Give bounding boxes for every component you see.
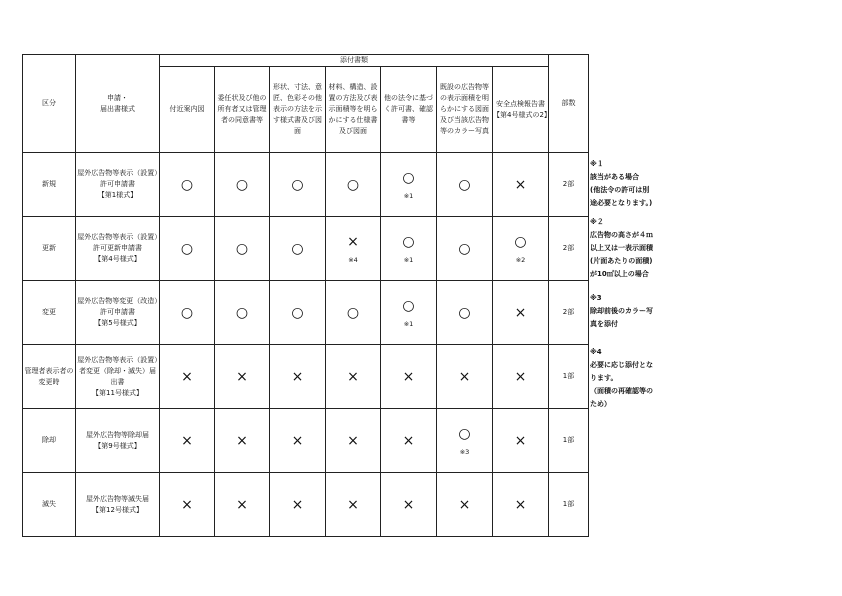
- row-form: [76, 473, 160, 537]
- footnote-line: (他法令の許可は別: [590, 186, 650, 194]
- requirement-mark: ○: [291, 240, 304, 257]
- table-row: [23, 345, 589, 409]
- row-attachment-cell: [437, 409, 493, 473]
- row-attachment-cell: [326, 217, 381, 281]
- header-form-label: 申請・ 届出書様式: [100, 93, 135, 113]
- row-form-line: 屋外広告物等変更（改造）許可申請書: [77, 297, 158, 316]
- requirement-mark: ○: [180, 176, 194, 193]
- footnote-line: 除却前後のカラー写: [590, 307, 653, 315]
- row-attachment-cell: [493, 409, 549, 473]
- row-attachment-cell: [326, 345, 381, 409]
- requirement-mark: ○: [235, 304, 249, 321]
- requirement-mark: ×: [236, 368, 248, 385]
- row-busu: 1部: [549, 409, 589, 473]
- footnote-line: 真を添付: [590, 320, 618, 328]
- requirement-note: ※1: [403, 255, 414, 264]
- row-form-line: 屋外広告物等除却届: [86, 430, 149, 439]
- requirement-mark: ○: [458, 304, 471, 321]
- requirement-mark: ○: [291, 176, 304, 193]
- header-attachment-1: 付近案内図: [160, 67, 215, 153]
- requirement-note: ※1: [403, 319, 414, 328]
- footnote-line: 該当がある場合: [590, 173, 639, 181]
- requirement-mark: ×: [458, 496, 471, 513]
- requirement-mark: ○: [458, 425, 471, 442]
- header-kubun: 区分: [23, 55, 76, 153]
- requirement-mark: ×: [236, 496, 248, 513]
- footnote: [590, 292, 676, 331]
- header-attachments-group: 添付書類: [160, 55, 549, 67]
- requirement-mark: ×: [181, 496, 193, 513]
- footnote-line: （面積の再確認等の: [590, 387, 653, 395]
- row-attachment-cell: [215, 409, 270, 473]
- requirement-mark: ×: [458, 368, 471, 385]
- requirement-mark: ○: [458, 240, 471, 257]
- row-attachment-cell: [493, 217, 549, 281]
- row-kubun: 除却: [23, 409, 76, 473]
- footnote-line: 必要に応じ添付とな: [590, 361, 653, 369]
- row-form-line: 【第4号様式】: [94, 255, 141, 263]
- row-form-line: 屋外広告物等表示（設置）者変更（除却・滅失）届出書: [77, 355, 158, 386]
- row-busu: 2部: [549, 281, 589, 345]
- row-attachment-cell: [437, 281, 493, 345]
- requirement-mark: ○: [402, 169, 415, 186]
- requirement-mark: ×: [347, 432, 359, 449]
- footnote: [590, 158, 676, 210]
- row-kubun: 更新: [23, 217, 76, 281]
- requirement-mark: ○: [402, 233, 415, 250]
- footnote-mark: ※4: [590, 348, 602, 356]
- row-attachment-cell: [326, 281, 381, 345]
- requirement-mark: ×: [236, 432, 248, 449]
- row-attachment-cell: [381, 217, 437, 281]
- header-attachment-7: 安全点検報告書【第4号様式の2】: [493, 67, 549, 153]
- row-form: [76, 409, 160, 473]
- application-requirements-table: [22, 54, 589, 537]
- row-attachment-cell: [215, 473, 270, 537]
- table-row: [23, 217, 589, 281]
- row-attachment-cell: [160, 281, 215, 345]
- requirement-mark: ×: [347, 233, 359, 250]
- header-attachment-6: 既設の広告物等の表示面積を明らかにする図面及び当該広告物等のカラー写真: [437, 67, 493, 153]
- requirement-note: ※4: [348, 255, 358, 264]
- row-kubun: 滅失: [23, 473, 76, 537]
- row-attachment-cell: [381, 409, 437, 473]
- row-attachment-cell: [326, 409, 381, 473]
- row-busu: 2部: [549, 153, 589, 217]
- header-attachment-2: 委任状及び他の所有者又は管理者の同意書等: [215, 67, 270, 153]
- row-attachment-cell: [270, 345, 326, 409]
- row-kubun: 新規: [23, 153, 76, 217]
- requirement-mark: ×: [514, 432, 527, 449]
- requirement-mark: ○: [346, 176, 360, 193]
- row-form-line: 【第12号様式】: [92, 505, 143, 514]
- row-form: [76, 217, 160, 281]
- footnote: [590, 346, 676, 411]
- header-attachment-4: 材料、構造、設置の方法及び表示面積等を明らかにする仕様書及び図面: [326, 67, 381, 153]
- row-attachment-cell: [215, 217, 270, 281]
- requirement-mark: ○: [291, 304, 304, 321]
- requirement-mark: ×: [514, 368, 527, 385]
- row-attachment-cell: [160, 345, 215, 409]
- requirement-mark: ○: [180, 240, 194, 257]
- requirement-mark: ×: [402, 368, 415, 385]
- requirement-mark: ○: [402, 297, 415, 314]
- row-form: [76, 281, 160, 345]
- row-attachment-cell: [160, 217, 215, 281]
- row-attachment-cell: [215, 153, 270, 217]
- row-busu: 2部: [549, 217, 589, 281]
- requirement-mark: ×: [291, 368, 304, 385]
- row-form: [76, 345, 160, 409]
- row-attachment-cell: [493, 153, 549, 217]
- row-attachment-cell: [160, 409, 215, 473]
- requirement-mark: ×: [514, 176, 527, 193]
- footnote-line: が10㎡以上の場合: [590, 270, 649, 278]
- row-attachment-cell: [270, 217, 326, 281]
- row-busu: 1部: [549, 473, 589, 537]
- requirement-mark: ○: [458, 176, 471, 193]
- row-attachment-cell: [493, 345, 549, 409]
- footnote: [590, 216, 676, 281]
- row-attachment-cell: [493, 281, 549, 345]
- header-form: [76, 55, 160, 153]
- row-attachment-cell: [270, 409, 326, 473]
- row-attachment-cell: [381, 153, 437, 217]
- row-attachment-cell: [160, 153, 215, 217]
- row-attachment-cell: [437, 345, 493, 409]
- row-form: [76, 153, 160, 217]
- row-attachment-cell: [493, 473, 549, 537]
- header-attachment-3: 形状、寸法、意匠、色彩その他表示の方法を示す様式書及び図面: [270, 67, 326, 153]
- row-attachment-cell: [437, 473, 493, 537]
- row-kubun: 変更: [23, 281, 76, 345]
- row-form-line: 【第11号様式】: [92, 388, 143, 397]
- table-row: [23, 409, 589, 473]
- footnote-mark: ※２: [590, 218, 604, 226]
- requirement-mark: ×: [291, 432, 304, 449]
- header-attachment-5: 他の法令に基づく許可書、確認書等: [381, 67, 437, 153]
- row-attachment-cell: [215, 345, 270, 409]
- row-attachment-cell: [270, 473, 326, 537]
- row-attachment-cell: [437, 153, 493, 217]
- requirement-mark: ○: [346, 304, 360, 321]
- requirement-mark: ×: [347, 496, 359, 513]
- row-attachment-cell: [381, 345, 437, 409]
- table-row: [23, 473, 589, 537]
- row-busu: 1部: [549, 345, 589, 409]
- requirement-mark: ○: [235, 240, 249, 257]
- row-form-line: 【第9号様式】: [94, 441, 141, 450]
- row-form-line: 屋外広告物等表示（設置）許可申請書: [77, 169, 158, 188]
- requirement-note: ※3: [459, 447, 470, 456]
- row-attachment-cell: [437, 217, 493, 281]
- requirement-mark: ×: [402, 432, 415, 449]
- requirement-mark: ×: [514, 304, 527, 321]
- row-kubun: 管理者表示者の変更時: [23, 345, 76, 409]
- requirement-mark: ×: [514, 496, 527, 513]
- footnote-line: 以上又は一表示面積: [590, 244, 653, 252]
- row-attachment-cell: [270, 153, 326, 217]
- requirement-note: ※1: [403, 191, 414, 200]
- row-form-line: 【第1様式】: [97, 191, 138, 199]
- requirement-mark: ○: [514, 233, 527, 250]
- row-attachment-cell: [381, 281, 437, 345]
- row-attachment-cell: [215, 281, 270, 345]
- requirement-note: ※2: [515, 255, 526, 264]
- header-busu: 部数: [549, 55, 589, 153]
- row-attachment-cell: [270, 281, 326, 345]
- requirement-mark: ○: [235, 176, 249, 193]
- footnote-line: ります。: [590, 374, 618, 382]
- requirement-mark: ×: [291, 496, 304, 513]
- row-form-line: 屋外広告物等表示（設置）許可更新申請書: [77, 233, 158, 252]
- row-attachment-cell: [326, 473, 381, 537]
- footnote-line: (片面あたりの面積): [590, 257, 653, 265]
- row-form-line: 屋外広告物等滅失届: [86, 494, 149, 503]
- row-attachment-cell: [326, 153, 381, 217]
- table-row: [23, 153, 589, 217]
- footnote-mark: ※3: [590, 294, 602, 302]
- requirement-mark: ○: [180, 304, 194, 321]
- footnote-line: 広告物の高さが４ｍ: [590, 231, 653, 239]
- row-attachment-cell: [381, 473, 437, 537]
- table-row: [23, 281, 589, 345]
- requirement-mark: ×: [402, 496, 415, 513]
- requirement-mark: ×: [347, 368, 359, 385]
- requirement-mark: ×: [181, 432, 193, 449]
- footnote-line: 途必要となります。): [590, 199, 653, 207]
- footnote-mark: ※１: [590, 160, 604, 168]
- row-attachment-cell: [160, 473, 215, 537]
- requirement-mark: ×: [181, 368, 193, 385]
- row-form-line: 【第5号様式】: [94, 319, 141, 327]
- footnote-line: ため）: [590, 400, 611, 408]
